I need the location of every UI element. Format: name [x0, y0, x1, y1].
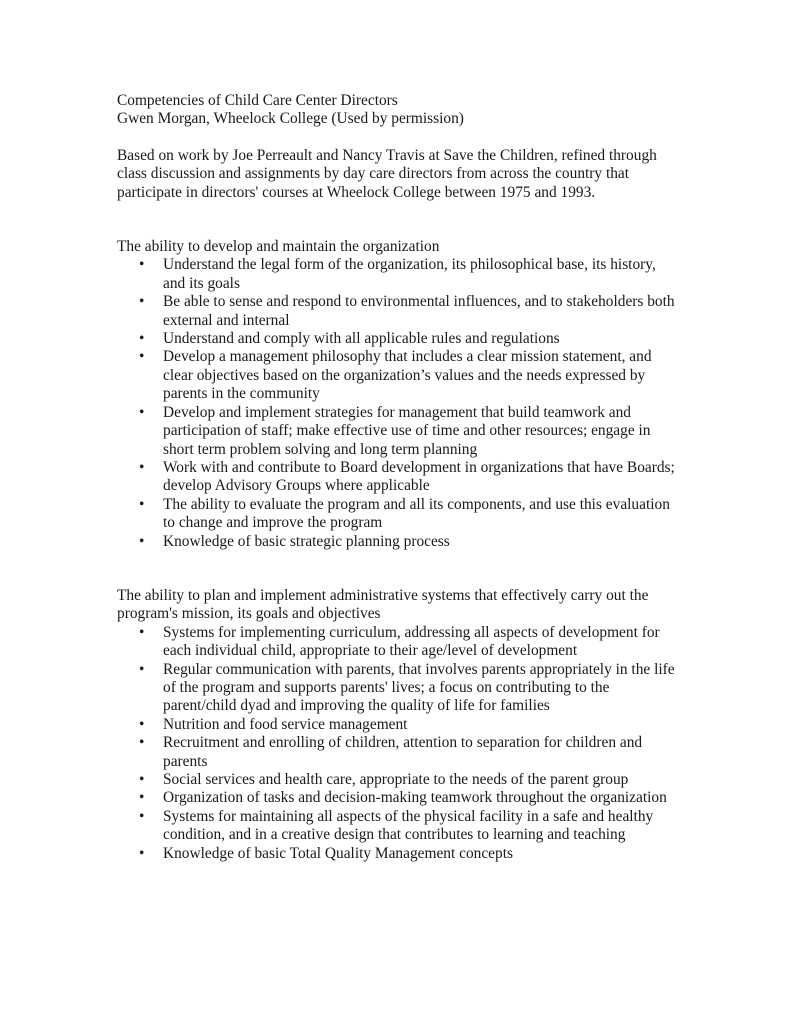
bullet-icon: • [139, 403, 145, 421]
list-item [139, 771, 677, 789]
list-item-text: Understand the legal form of the organization, its philosophical base, its history, and its goals [163, 256, 656, 292]
list-item-text: Recruitment and enrolling of children, attention to separation for children and parents [163, 734, 643, 770]
spacer [117, 129, 677, 147]
list-item-text: Develop and implement strategies for management that build teamwork and participation of staff; make effective use of time and other resources; engage in short term problem solving and long term planning [163, 403, 651, 458]
list-item [139, 715, 677, 734]
bullet-icon: • [139, 532, 145, 550]
document-title: Competencies of Child Care Center Directors [117, 92, 398, 109]
list-item [139, 623, 677, 661]
bullet-icon: • [139, 844, 145, 862]
document-page [117, 92, 677, 863]
list-item [139, 734, 677, 771]
bullet-icon: • [139, 495, 145, 513]
list-item-text: Systems for implementing curriculum, addressing all aspects of development for each individual child, appropriate to their age/level of development [163, 623, 660, 660]
list-item-text: The ability to evaluate the program and all its components, and use this evaluation to change and improve the program [163, 495, 670, 532]
list-item-text: Regular communication with parents, that involves parents appropriately in the life of the program and supports parents' lives; a focus on contributing to the parent/child dyad and improving the quality of life for families [163, 660, 675, 715]
section-administrative-systems [117, 587, 677, 863]
bullet-list [117, 256, 677, 551]
section-organization [117, 238, 677, 551]
bullet-icon: • [139, 623, 145, 641]
list-item [139, 660, 677, 716]
intro-paragraph: Based on work by Joe Perreault and Nancy Travis at Save the Children, refined through class discussion and assignments by day care directors from across the country that participate in directors' courses at Wheelock College between 1975 and 1993. [117, 146, 657, 201]
bullet-icon: • [139, 807, 145, 825]
list-item-text: Social services and health care, appropriate to the needs of the parent group [163, 771, 629, 788]
bullet-icon: • [139, 660, 145, 678]
section-heading: The ability to develop and maintain the organization [117, 238, 440, 256]
list-item-text: Knowledge of basic strategic planning process [163, 532, 450, 550]
list-item [139, 532, 677, 551]
list-item-text: Organization of tasks and decision-making teamwork throughout the organization [163, 789, 667, 807]
bullet-icon: • [139, 789, 145, 807]
spacer [117, 202, 677, 238]
list-item [139, 844, 677, 863]
spacer [117, 551, 677, 587]
list-item [139, 293, 677, 330]
list-item-text: Knowledge of basic Total Quality Management concepts [163, 844, 513, 862]
list-item-text: Be able to sense and respond to environmental influences, and to stakeholders both external and internal [163, 293, 675, 329]
bullet-icon: • [139, 715, 145, 733]
list-item [139, 330, 677, 348]
list-item-text: Nutrition and food service management [163, 715, 408, 733]
list-item-text: Systems for maintaining all aspects of the physical facility in a safe and healthy condition, and in a creative design that contributes to learning and teaching [163, 807, 654, 844]
bullet-icon: • [139, 734, 145, 752]
bullet-icon: • [139, 256, 145, 274]
list-item-text: Understand and comply with all applicable rules and regulations [163, 330, 560, 348]
list-item [139, 495, 677, 533]
bullet-icon: • [139, 771, 145, 788]
list-item [139, 403, 677, 459]
section-heading: The ability to plan and implement administrative systems that effectively carry out the program's mission, its goals and objectives [117, 586, 649, 623]
list-item [139, 807, 677, 845]
list-item-text: Work with and contribute to Board development in organizations that have Boards; develop Advisory Groups where applicable [163, 458, 675, 495]
list-item [139, 348, 677, 403]
bullet-list [117, 624, 677, 863]
list-item-text: Develop a management philosophy that includes a clear mission statement, and clear objectives based on the organization’s values and the needs expressed by parents in the community [163, 348, 652, 403]
bullet-icon: • [139, 348, 145, 366]
bullet-icon: • [139, 293, 145, 311]
bullet-icon: • [139, 330, 145, 348]
list-item [139, 789, 677, 807]
document-author: Gwen Morgan, Wheelock College (Used by permission) [117, 110, 464, 128]
bullet-icon: • [139, 458, 145, 476]
list-item [139, 256, 677, 293]
list-item [139, 458, 677, 496]
